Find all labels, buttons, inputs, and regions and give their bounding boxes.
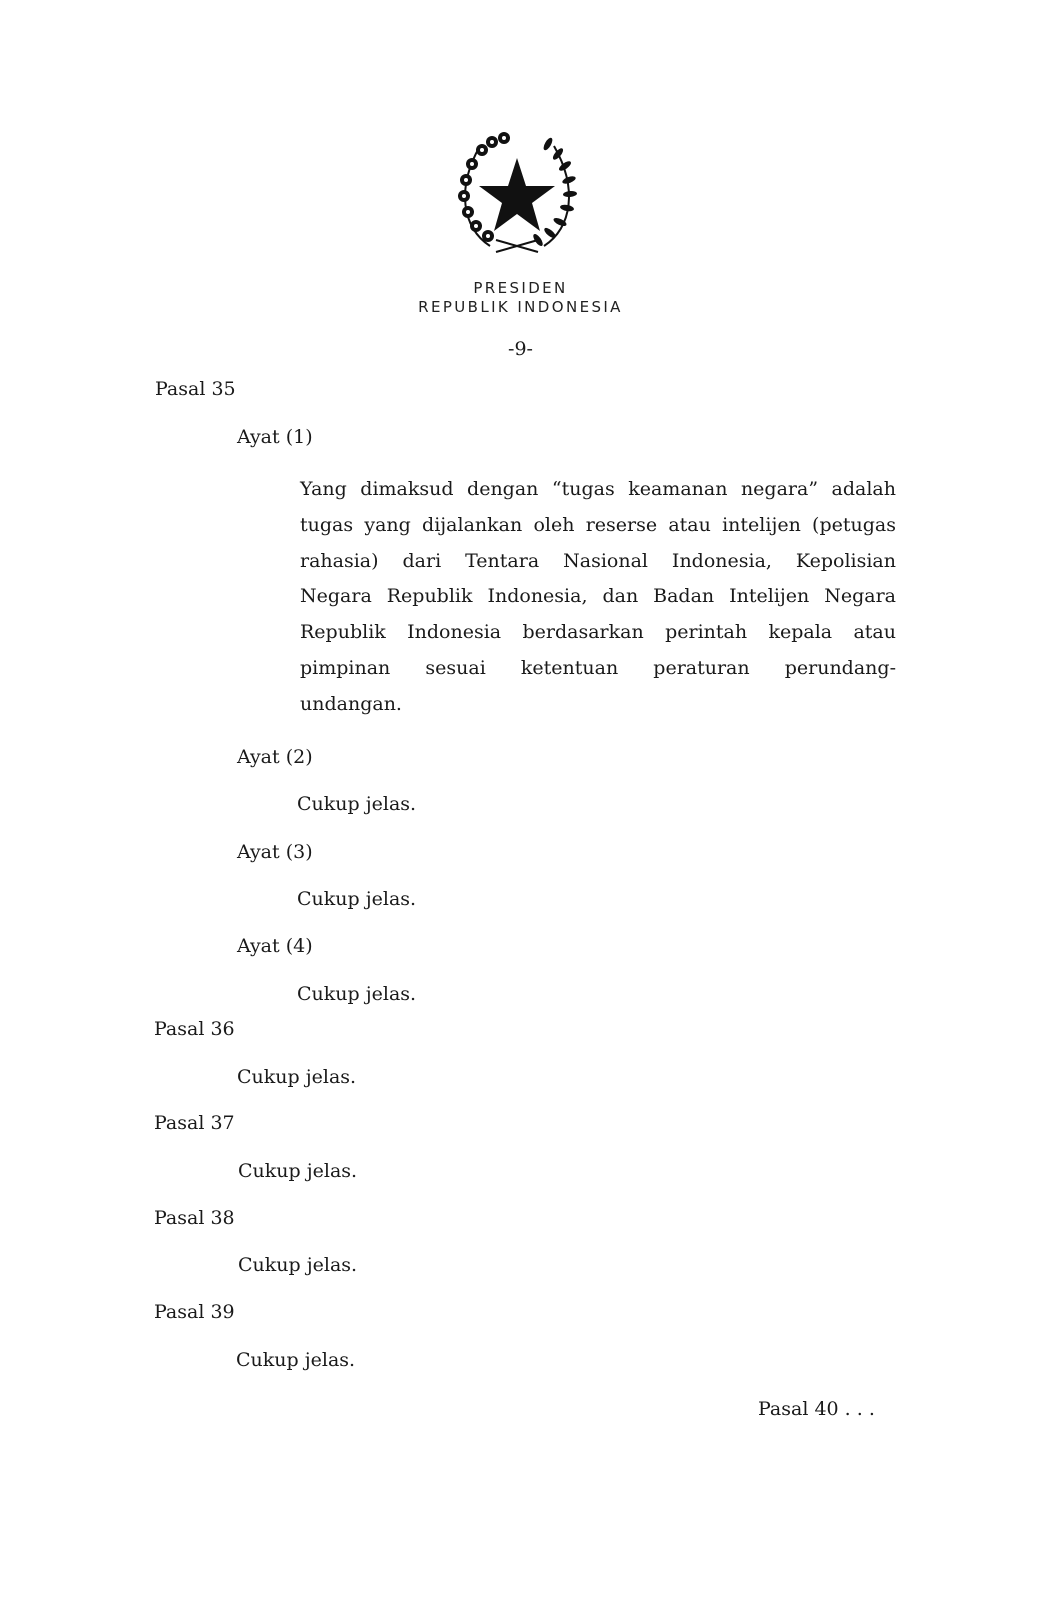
paragraph-line: Republik Indonesia berdasarkan perintah kepala atau [300, 621, 896, 644]
page-number: -9- [508, 338, 533, 360]
ayat-4-text: Cukup jelas. [297, 983, 417, 1005]
paragraph-line: Negara Republik Indonesia, dan Badan Intelijen Negara [300, 585, 896, 608]
paragraph-line: Yang dimaksud dengan “tugas keamanan negara” adalah [300, 478, 896, 500]
garuda-star-emblem-icon [452, 128, 582, 256]
pasal-37-title: Pasal 37 [154, 1112, 235, 1134]
pasal-39-title: Pasal 39 [154, 1301, 235, 1323]
next-page-reference: Pasal 40 . . . [758, 1398, 875, 1420]
ayat-1-paragraph [300, 472, 896, 723]
ayat-3-label: Ayat (3) [237, 841, 313, 863]
pasal-39-text: Cukup jelas. [236, 1349, 356, 1371]
paragraph-line: rahasia) dari Tentara Nasional Indonesia, Kepolisian [300, 549, 896, 572]
paragraph-line: pimpinan sesuai ketentuan peraturan perundang- [300, 656, 896, 679]
pasal-38-text: Cukup jelas. [238, 1254, 358, 1276]
paragraph-line: tugas yang dijalankan oleh reserse atau intelijen (petugas [300, 513, 896, 536]
header-republic: REPUBLIK INDONESIA [418, 298, 623, 316]
ayat-2-label: Ayat (2) [237, 746, 313, 768]
pasal-37-text: Cukup jelas. [238, 1160, 358, 1182]
ayat-4-label: Ayat (4) [237, 935, 313, 957]
header-president: PRESIDEN [473, 279, 568, 297]
ayat-3-text: Cukup jelas. [297, 888, 417, 910]
pasal-36-title: Pasal 36 [154, 1018, 235, 1040]
paragraph-line: undangan. [300, 692, 402, 715]
ayat-2-text: Cukup jelas. [297, 793, 417, 815]
pasal-35-title: Pasal 35 [155, 378, 236, 400]
pasal-36-text: Cukup jelas. [237, 1066, 357, 1088]
pasal-38-title: Pasal 38 [154, 1207, 235, 1229]
ayat-1-label: Ayat (1) [237, 426, 313, 448]
